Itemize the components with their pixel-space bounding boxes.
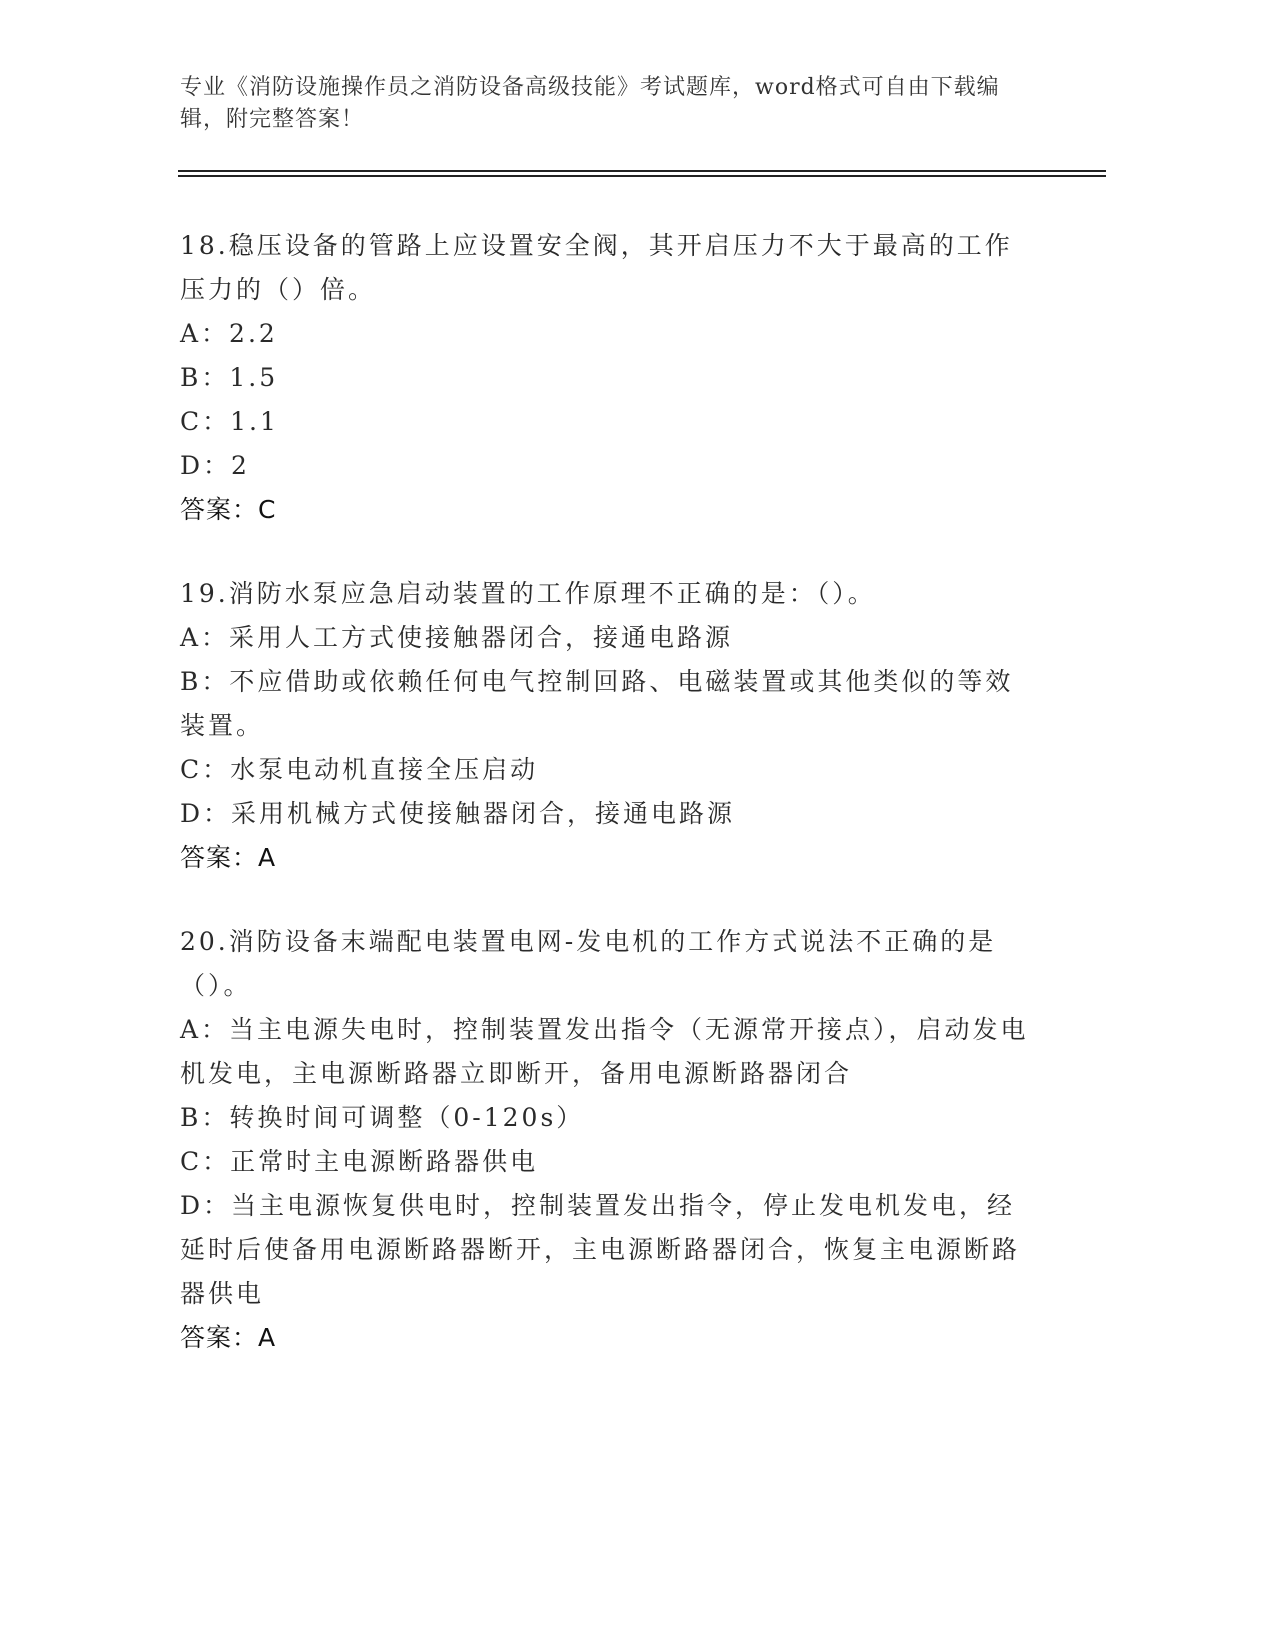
answer: 答案：C [180, 495, 277, 524]
option-b: B：不应借助或依赖任何电气控制回路、电磁装置或其他类似的等效装置。 [180, 667, 1014, 740]
header-divider-bottom [178, 175, 1106, 177]
option-d: D：采用机械方式使接触器闭合，接通电路源 [180, 799, 736, 828]
option-c: C：水泵电动机直接全压启动 [180, 755, 539, 784]
option-b: B：转换时间可调整（0-120s） [180, 1103, 585, 1132]
option-a: A：2.2 [180, 319, 278, 348]
question-20 [180, 920, 1040, 1360]
document-header: 专业《消防设施操作员之消防设备高级技能》考试题库，word格式可自由下载编辑，附完整答案！ [180, 75, 1000, 132]
answer: 答案：A [180, 1323, 277, 1352]
option-b: B：1.5 [180, 363, 279, 392]
option-a: A：当主电源失电时，控制装置发出指令（无源常开接点），启动发电机发电，主电源断路器立即断开，备用电源断路器闭合 [180, 1015, 1029, 1088]
option-d: D：2 [180, 451, 250, 480]
option-d: D：当主电源恢复供电时，控制装置发出指令，停止发电机发电，经延时后使备用电源断路器断开，主电源断路器闭合，恢复主电源断路器供电 [180, 1191, 1021, 1308]
question-stem: 20.消防设备末端配电装置电网-发电机的工作方式说法不正确的是（）。 [180, 927, 997, 1000]
answer: 答案：A [180, 843, 277, 872]
question-18 [180, 224, 1040, 532]
question-stem: 19.消防水泵应急启动装置的工作原理不正确的是：（）。 [180, 579, 876, 608]
question-stem: 18.稳压设备的管路上应设置安全阀，其开启压力不大于最高的工作压力的（）倍。 [180, 231, 1013, 304]
option-a: A：采用人工方式使接触器闭合，接通电路源 [180, 623, 734, 652]
option-c: C：1.1 [180, 407, 279, 436]
question-19 [180, 572, 1040, 880]
header-divider-top [178, 170, 1106, 172]
option-c: C：正常时主电源断路器供电 [180, 1147, 539, 1176]
